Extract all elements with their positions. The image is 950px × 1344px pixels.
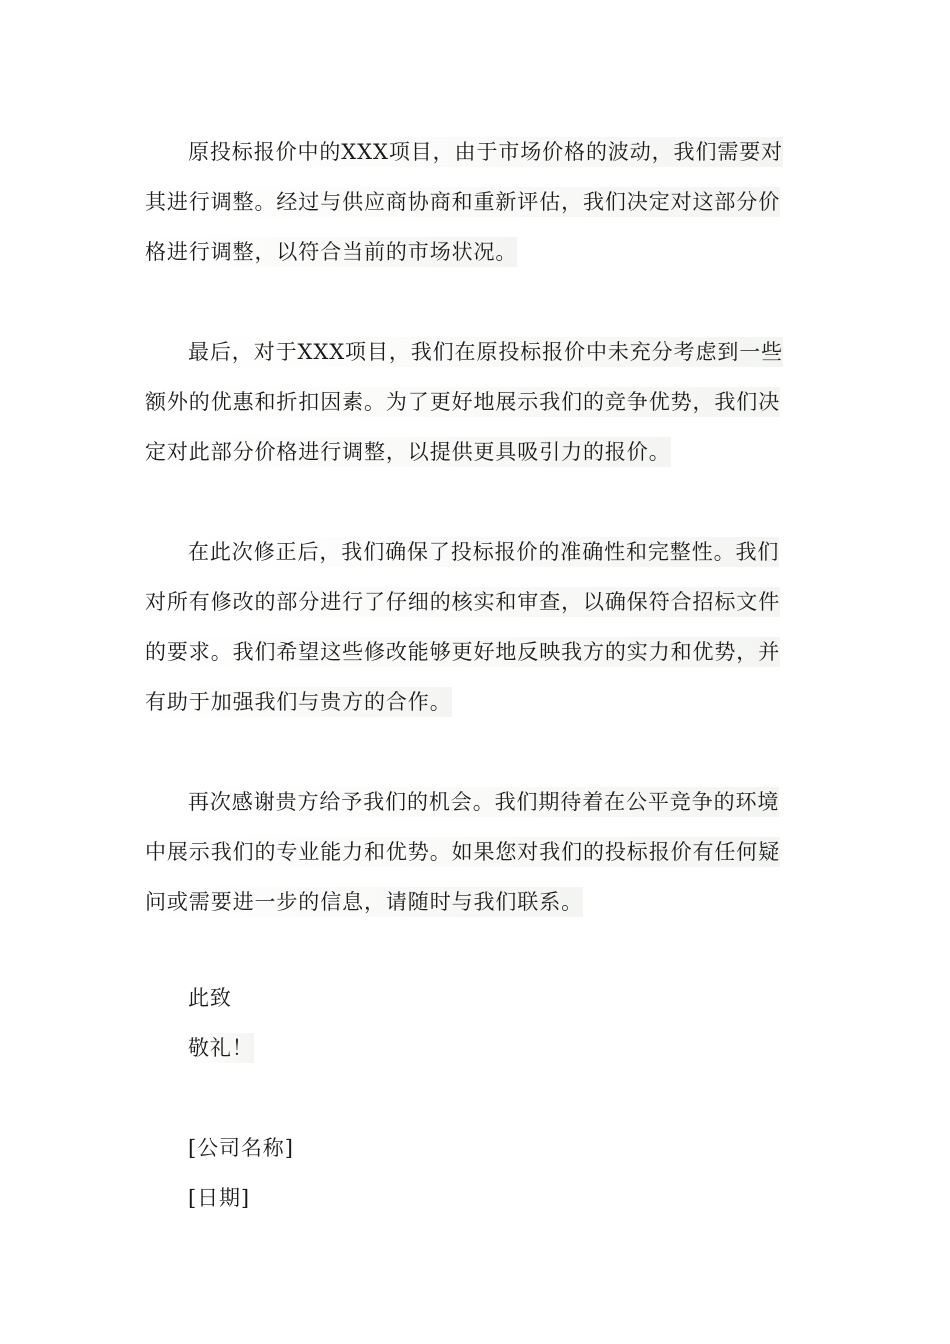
paragraph-1-line-2: 其进行调整。经过与供应商协商和重新评估，我们决定对这部分价: [145, 187, 780, 217]
paragraph-1-line-3: 格进行调整，以符合当前的市场状况。: [145, 237, 517, 267]
paragraph-3-line-4: 有助于加强我们与贵方的合作。: [145, 687, 452, 717]
paragraph-4-line-3: 问或需要进一步的信息，请随时与我们联系。: [145, 887, 583, 917]
paragraph-2-line-3: 定对此部分价格进行调整，以提供更具吸引力的报价。: [145, 437, 671, 467]
paragraph-3-line-3: 的要求。我们希望这些修改能够更好地反映我方的实力和优势，并: [145, 637, 780, 667]
paragraph-3-line-2: 对所有修改的部分进行了仔细的核实和审查，以确保符合招标文件: [145, 587, 780, 617]
paragraph-2-line-2: 额外的优惠和折扣因素。为了更好地展示我们的竞争优势，我们决: [145, 387, 780, 417]
paragraph-4-line-2: 中展示我们的专业能力和优势。如果您对我们的投标报价有任何疑: [145, 837, 780, 867]
closing-regards: 敬礼！: [188, 1033, 254, 1063]
paragraph-4-line-1: 再次感谢贵方给予我们的机会。我们期待着在公平竞争的环境: [188, 787, 779, 817]
paragraph-1-line-1: 原投标报价中的XXX项目，由于市场价格的波动，我们需要对: [188, 137, 783, 167]
signature-date: [日期]: [188, 1186, 250, 1210]
paragraph-3-line-1: 在此次修正后，我们确保了投标报价的准确性和完整性。我们: [188, 537, 779, 567]
closing-salutation: 此致: [188, 986, 232, 1010]
signature-company: [公司名称]: [188, 1136, 294, 1160]
paragraph-2-line-1: 最后，对于XXX项目，我们在原投标报价中未充分考虑到一些: [188, 337, 783, 367]
